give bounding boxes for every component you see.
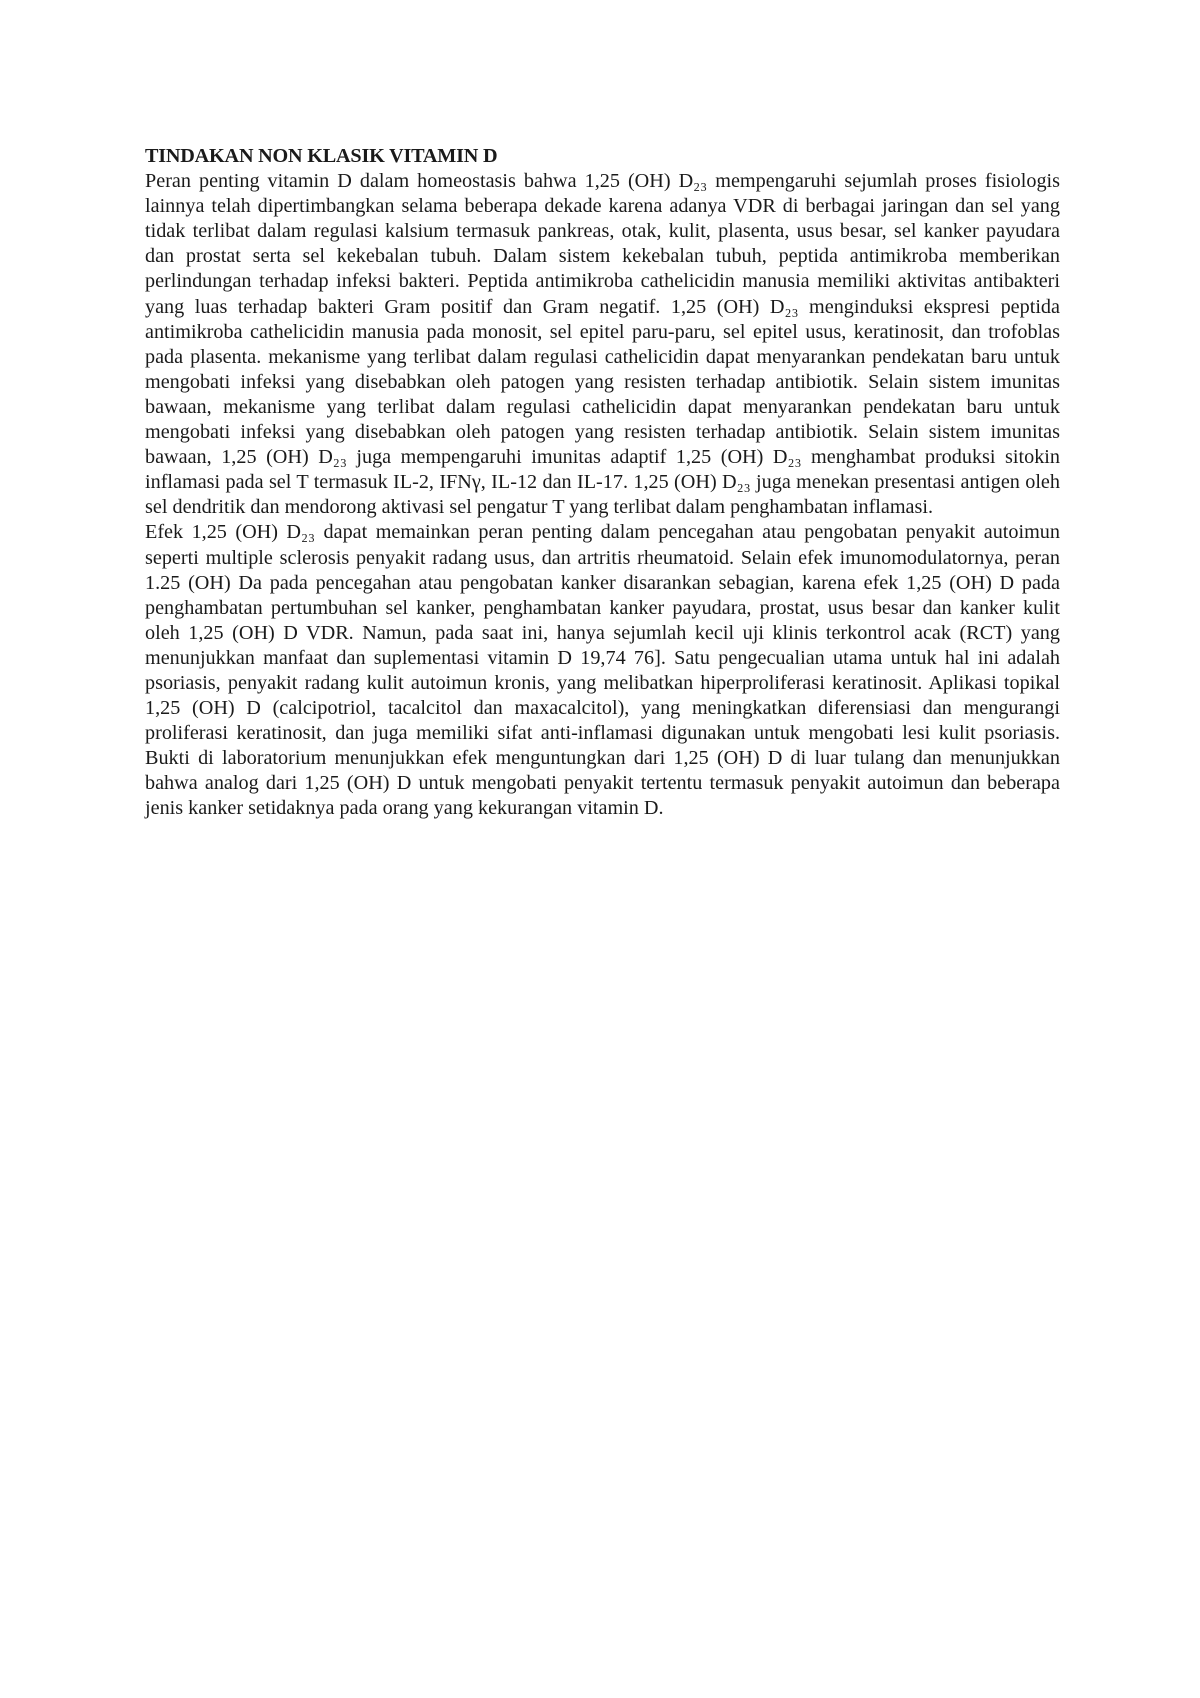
paragraph-2: Efek 1,25 (OH) D₂₃ dapat memainkan peran penting dalam pencegahan atau pengobatan penyakit autoimun seperti multiple sclerosis penyakit radang usus, dan artritis rheumatoid. Selain efek imunomodulatornya, peran 1.25 (OH) Da pada pencegahan atau pengobatan kanker disarankan sebagian, karena efek 1,25 (OH) D pada penghambatan pertumbuhan sel kanker, penghambatan kanker payudara, prostat, usus besar dan kanker kulit oleh 1,25 (OH) D VDR. Namun, pada saat ini, hanya sejumlah kecil uji klinis terkontrol acak (RCT) yang menunjukkan manfaat dan suplementasi vitamin D 19,74 76]. Satu pengecualian utama untuk hal ini adalah psoriasis, penyakit radang kulit autoimun kronis, yang melibatkan hiperproliferasi keratinosit. Aplikasi topikal 1,25 (OH) D (calcipotriol, tacalcitol dan maxacalcitol), yang meningkatkan diferensiasi dan mengurangi proliferasi keratinosit, dan juga memiliki sifat anti-inflamasi digunakan untuk mengobati lesi kulit psoriasis. Bukti di laboratorium menunjukkan efek menguntungkan dari 1,25 (OH) D di luar tulang dan menunjukkan bahwa analog dari 1,25 (OH) D untuk mengobati penyakit tertentu termasuk penyakit autoimun dan beberapa jenis kanker setidaknya pada orang yang kekurangan vitamin D. [145, 521, 1060, 820]
document-body [145, 144, 1060, 822]
document-title: TINDAKAN NON KLASIK VITAMIN D [145, 145, 498, 167]
paragraph-1: Peran penting vitamin D dalam homeostasis bahwa 1,25 (OH) D₂₃ mempengaruhi sejumlah proses fisiologis lainnya telah dipertimbangkan selama beberapa dekade karena adanya VDR di berbagai jaringan dan sel yang tidak terlibat dalam regulasi kalsium termasuk pankreas, otak, kulit, plasenta, usus besar, sel kanker payudara dan prostat serta sel kekebalan tubuh. Dalam sistem kekebalan tubuh, peptida antimikroba memberikan perlindungan terhadap infeksi bakteri. Peptida antimikroba cathelicidin manusia memiliki aktivitas antibakteri yang luas terhadap bakteri Gram positif dan Gram negatif. 1,25 (OH) D₂₃ menginduksi ekspresi peptida antimikroba cathelicidin manusia pada monosit, sel epitel paru-paru, sel epitel usus, keratinosit, dan trofoblas pada plasenta. mekanisme yang terlibat dalam regulasi cathelicidin dapat menyarankan pendekatan baru untuk mengobati infeksi yang disebabkan oleh patogen yang resisten terhadap antibiotik. Selain sistem imunitas bawaan, mekanisme yang terlibat dalam regulasi cathelicidin dapat menyarankan pendekatan baru untuk mengobati infeksi yang disebabkan oleh patogen yang resisten terhadap antibiotik. Selain sistem imunitas bawaan, 1,25 (OH) D₂₃ juga mempengaruhi imunitas adaptif 1,25 (OH) D₂₃ menghambat produksi sitokin inflamasi pada sel T termasuk IL-2, IFNγ, IL-12 dan IL-17. 1,25 (OH) D₂₃ juga menekan presentasi antigen oleh sel dendritik dan mendorong aktivasi sel pengatur T yang terlibat dalam penghambatan inflamasi. [145, 170, 1060, 519]
